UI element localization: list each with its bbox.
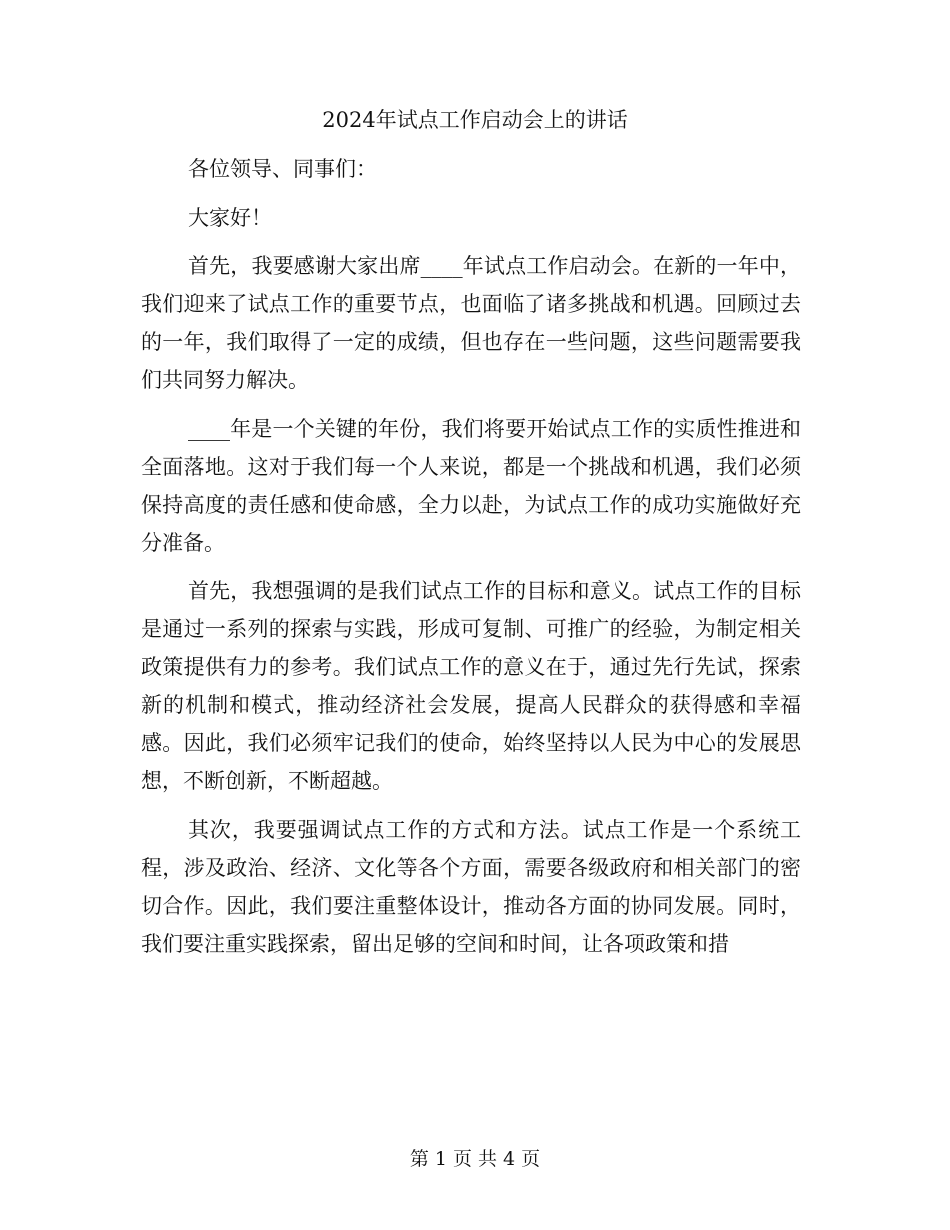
page-number: 第 1 页 共 4 页 xyxy=(409,1148,541,1170)
greeting: 大家好！ xyxy=(188,205,272,230)
paragraph-2: ____年是一个关键的年份，我们将要开始试点工作的实质性推进和全面落地。这对于我们每一个人来说，都是一个挑战和机遇，我们必须保持高度的责任感和使命感，全力以赴，为试点工作的成功实施做好充分准备。 xyxy=(141,416,801,555)
paragraph-3: 首先，我想强调的是我们试点工作的目标和意义。试点工作的目标是通过一系列的探索与实践，形成可复制、可推广的经验，为制定相关政策提供有力的参考。我们试点工作的意义在于，通过先行先试，探索新的机制和模式，推动经济社会发展，提高人民群众的获得感和幸福感。因此，我们必须牢记我们的使命，始终坚持以人民为中心的发展思想，不断创新，不断超越。 xyxy=(141,579,801,793)
paragraph-4: 其次，我要强调试点工作的方式和方法。试点工作是一个系统工程，涉及政治、经济、文化等各个方面，需要各级政府和相关部门的密切合作。因此，我们要注重整体设计，推动各方面的协同发展。同时，我们要注重实践探索，留出足够的空间和时间，让各项政策和措 xyxy=(141,817,801,956)
document-body xyxy=(141,150,801,963)
salutation: 各位领导、同事们： xyxy=(188,157,377,181)
document-title: 2024年试点工作启动会上的讲话 xyxy=(322,108,628,132)
paragraph-1: 首先，我要感谢大家出席____年试点工作启动会。在新的一年中，我们迎来了试点工作的重要节点，也面临了诸多挑战和机遇。回顾过去的一年，我们取得了一定的成绩，但也存在一些问题，这些问题需要我们共同努力解决。 xyxy=(141,254,801,392)
